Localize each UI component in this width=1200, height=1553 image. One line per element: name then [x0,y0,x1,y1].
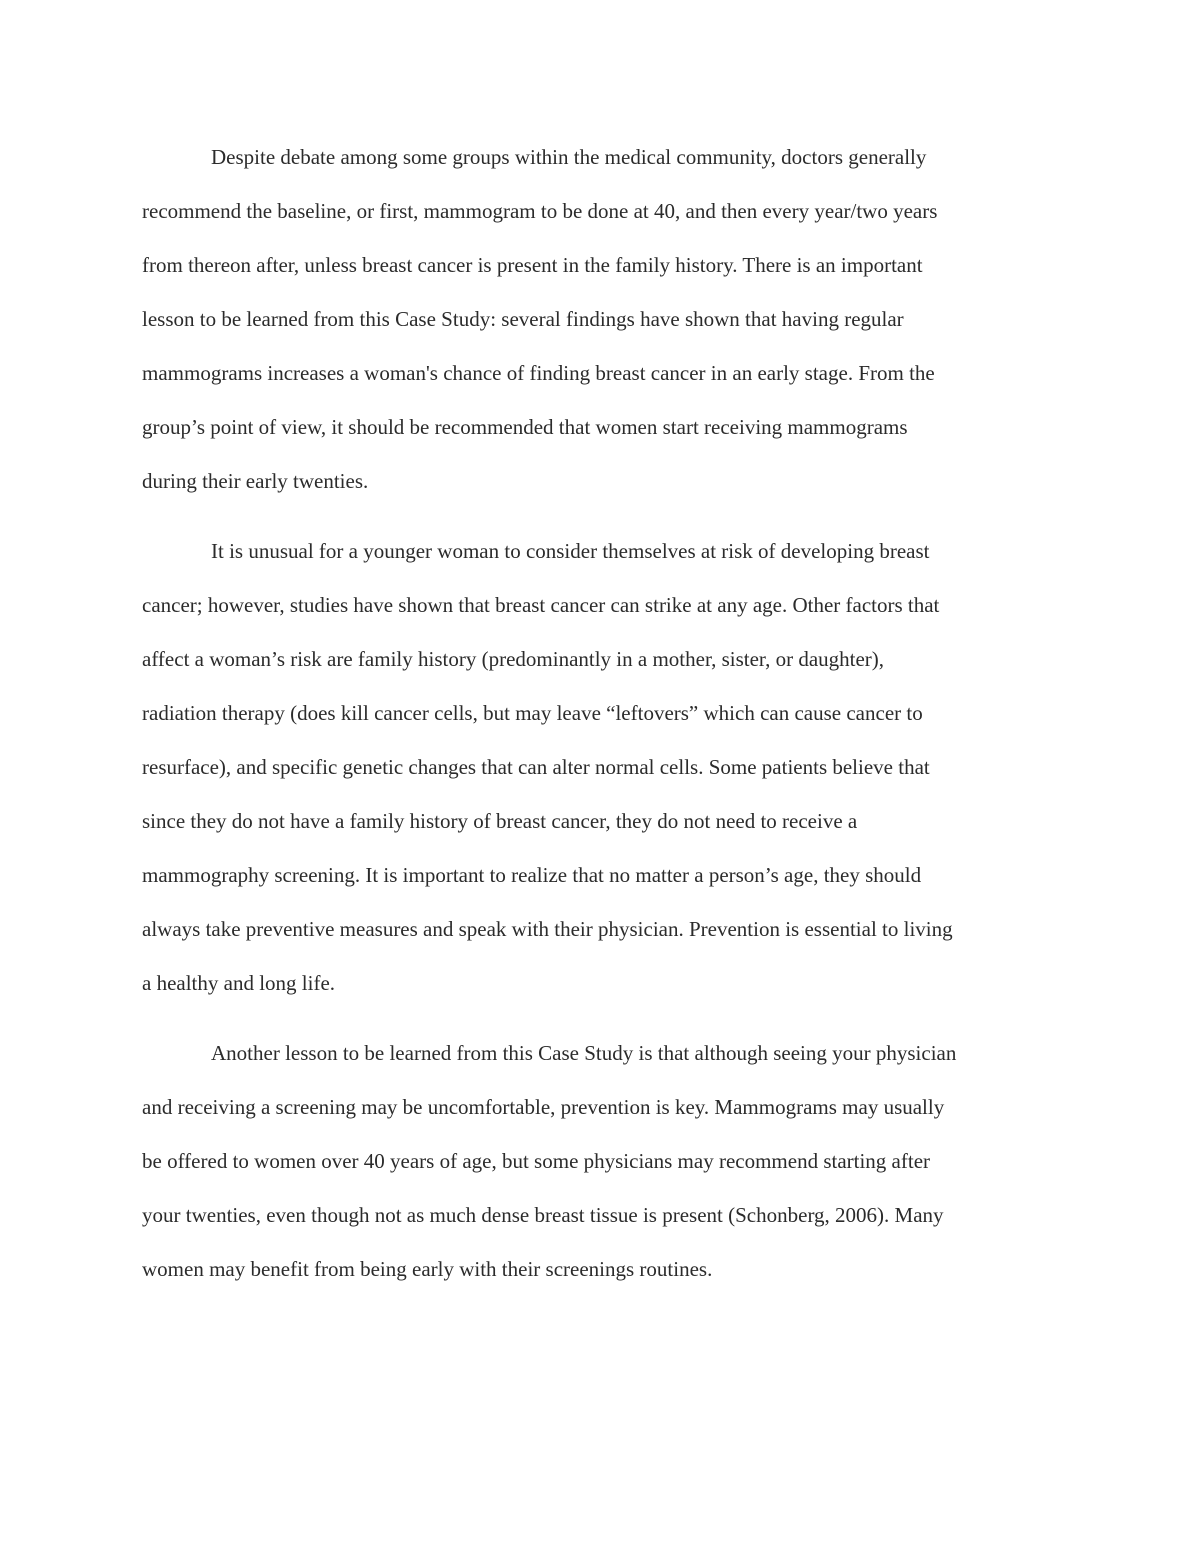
paragraph-line: Despite debate among some groups within the medical community, doctors generally [211,145,927,169]
paragraph-line: women may benefit from being early with their screenings routines. [142,1257,713,1281]
paragraph-line: affect a woman’s risk are family history (predominantly in a mother, sister, or daughter), [142,647,885,671]
paragraph-line: be offered to women over 40 years of age, but some physicians may recommend starting after [142,1149,931,1173]
paragraph-line: resurface), and specific genetic changes that can alter normal cells. Some patients believe that [142,755,930,779]
paragraph-line: radiation therapy (does kill cancer cells, but may leave “leftovers” which can cause cancer to [142,701,923,725]
paragraph-2 [142,524,1067,1010]
paragraph-line: group’s point of view, it should be recommended that women start receiving mammograms [142,415,908,439]
paragraph-3 [142,1026,1067,1296]
paragraph-line: your twenties, even though not as much dense breast tissue is present (Schonberg, 2006). Many [142,1203,944,1227]
paragraph-line: cancer; however, studies have shown that breast cancer can strike at any age. Other factors that [142,593,940,617]
paragraph-line: during their early twenties. [142,469,369,493]
document-body [142,130,1067,1296]
paragraph-line: recommend the baseline, or first, mammogram to be done at 40, and then every year/two years [142,199,938,223]
paragraph-line: always take preventive measures and speak with their physician. Prevention is essential to living [142,917,953,941]
paragraph-line: from thereon after, unless breast cancer is present in the family history. There is an important [142,253,923,277]
paragraph-line: Another lesson to be learned from this Case Study is that although seeing your physician [211,1041,957,1065]
paragraph-line: mammography screening. It is important to realize that no matter a person’s age, they should [142,863,922,887]
paragraph-1 [142,130,1067,508]
paragraph-line: and receiving a screening may be uncomfortable, prevention is key. Mammograms may usually [142,1095,945,1119]
paragraph-line: since they do not have a family history of breast cancer, they do not need to receive a [142,809,858,833]
paragraph-line: a healthy and long life. [142,971,336,995]
paragraph-line: It is unusual for a younger woman to consider themselves at risk of developing breast [211,539,930,563]
paragraph-line: mammograms increases a woman's chance of finding breast cancer in an early stage. From the [142,361,935,385]
paragraph-line: lesson to be learned from this Case Study: several findings have shown that having regular [142,307,904,331]
